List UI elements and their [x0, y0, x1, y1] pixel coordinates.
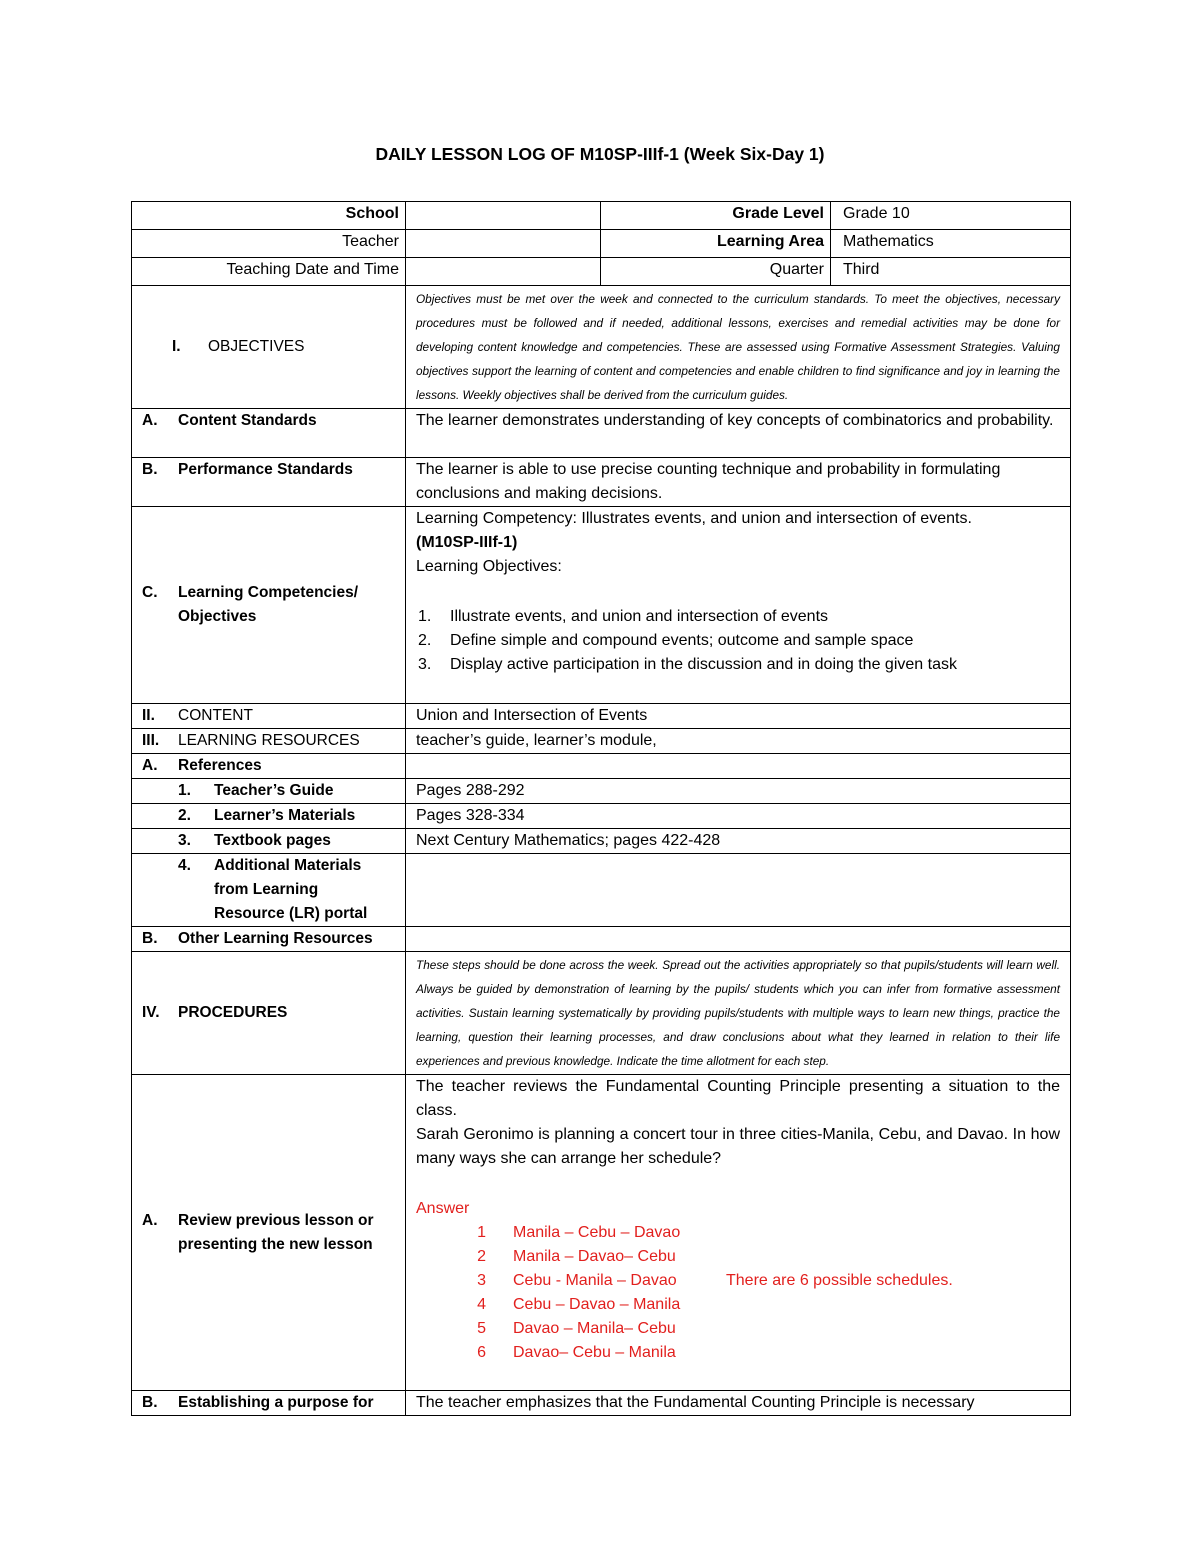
answer-item: 1 Manila – Cebu – Davao — [477, 1224, 681, 1241]
answer-item: 6 Davao– Cebu – Manila — [477, 1344, 676, 1361]
answer-label: Answer — [416, 1200, 470, 1217]
learning-area-value: Mathematics — [831, 230, 1071, 258]
reference-value: Pages 288-292 — [406, 779, 1071, 804]
objectives-heading: Learning Objectives: — [416, 558, 562, 575]
content-standards-label: A. Content Standards — [142, 412, 317, 429]
purpose-text: The teacher emphasizes that the Fundamental Counting Principle is necessary — [406, 1391, 1071, 1416]
header-row-teacher — [132, 230, 1071, 258]
answer-item: 3 Cebu - Manila – Davao There are 6 possible schedules. — [416, 1269, 1060, 1293]
content-text: Union and Intersection of Events — [406, 704, 1071, 729]
competency-code: (M10SP-IIIf-1) — [416, 534, 518, 551]
lesson-log-table — [131, 201, 1071, 1416]
resources-text: teacher’s guide, learner’s module, — [406, 729, 1071, 754]
content-label: II. CONTENT — [142, 707, 253, 724]
quarter-value: Third — [831, 258, 1071, 286]
content-standards-text: The learner demonstrates understanding of key concepts of combinatorics and probability. — [406, 409, 1071, 458]
list-item: 2. Define simple and compound events; outcome and sample space — [418, 632, 914, 649]
header-row-date — [132, 258, 1071, 286]
quarter-label: Quarter — [601, 258, 831, 286]
objectives-row — [132, 286, 1071, 409]
review-content — [406, 1075, 1071, 1391]
date-value — [406, 258, 601, 286]
list-item: 3. Display active participation in the discussion and in doing the given task — [418, 656, 957, 673]
procedures-label: IV. PROCEDURES — [142, 1004, 288, 1021]
reference-value: Pages 328-334 — [406, 804, 1071, 829]
reference-value: Next Century Mathematics; pages 422-428 — [406, 829, 1071, 854]
reference-row: 2. Learner’s Materials Pages 328-334 — [132, 804, 1071, 829]
other-resources-value — [406, 927, 1071, 952]
procedures-note: These steps should be done across the week. Spread out the activities appropriately so that pupils/students will learn well. Always be guided by demonstration of learning by the pupils/ students which you can infer from formative assessment activities. Sustain learning systematically by providing pupils/students with multiple ways to learn new things, practice the learning, question their learning processes, and draw conclusions about what they learned in relation to their life experiences and previous knowledge. Indicate the time allotment for each step. — [406, 952, 1071, 1075]
reference-row: 3. Textbook pages Next Century Mathematics; pages 422-428 — [132, 829, 1071, 854]
objectives-note: Objectives must be met over the week and connected to the curriculum standards. To meet the objectives, necessary procedures must be followed and if needed, additional lessons, exercises and remedial activities may be done for developing content knowledge and competencies. These are assessed using Formative Assessment Strategies. Valuing objectives support the learning of content and competencies and enable children to find significance and joy in learning the lessons. Weekly objectives shall be derived from the curriculum guides. — [406, 286, 1071, 409]
other-resources-row — [132, 927, 1071, 952]
reference-value — [406, 854, 1071, 927]
school-label: School — [132, 202, 406, 230]
purpose-label: B. Establishing a purpose for — [142, 1394, 374, 1411]
reference-row: 1. Teacher’s Guide Pages 288-292 — [132, 779, 1071, 804]
competencies-label: C. Learning Competencies/ Objectives — [142, 584, 359, 625]
teacher-value — [406, 230, 601, 258]
competencies-row — [132, 507, 1071, 704]
review-label: A. Review previous lesson or presenting the new lesson — [142, 1211, 374, 1253]
review-row — [132, 1075, 1071, 1391]
competencies-content — [406, 507, 1071, 704]
references-row — [132, 754, 1071, 779]
content-standards-row — [132, 409, 1071, 458]
references-label: A. References — [142, 757, 262, 774]
performance-standards-row — [132, 458, 1071, 507]
reference-row: 4. Additional Materials from Learning Resource (LR) portal — [132, 854, 1071, 927]
objectives-list — [416, 605, 1060, 677]
page-title: DAILY LESSON LOG OF M10SP-IIIf-1 (Week Six-Day 1) — [375, 144, 825, 164]
answer-item: 4 Cebu – Davao – Manila — [477, 1296, 681, 1313]
teacher-label: Teacher — [132, 230, 406, 258]
competency-text: Learning Competency: Illustrates events, and union and intersection of events. — [416, 510, 972, 527]
answer-item: 2 Manila – Davao– Cebu — [477, 1248, 676, 1265]
school-value — [406, 202, 601, 230]
content-row — [132, 704, 1071, 729]
grade-level-value: Grade 10 — [831, 202, 1071, 230]
answer-note: There are 6 possible schedules. — [726, 1272, 953, 1289]
grade-level-label: Grade Level — [601, 202, 831, 230]
learning-area-label: Learning Area — [601, 230, 831, 258]
other-resources-label: B. Other Learning Resources — [142, 930, 373, 947]
list-item: 1. Illustrate events, and union and intersection of events — [418, 608, 829, 625]
header-row-school — [132, 202, 1071, 230]
objectives-label: I. OBJECTIVES — [172, 338, 305, 355]
resources-row — [132, 729, 1071, 754]
resources-label: III. LEARNING RESOURCES — [142, 732, 360, 749]
review-intro: The teacher reviews the Fundamental Counting Principle presenting a situation to the class. — [416, 1078, 1060, 1119]
purpose-row — [132, 1391, 1071, 1416]
procedures-row — [132, 952, 1071, 1075]
performance-standards-text: The learner is able to use precise counting technique and probability in formulating conclusions and making decisions. — [406, 458, 1071, 507]
answer-item: 5 Davao – Manila– Cebu — [477, 1320, 676, 1337]
date-label: Teaching Date and Time — [132, 258, 406, 286]
performance-standards-label: B. Performance Standards — [142, 461, 353, 478]
review-problem: Sarah Geronimo is planning a concert tour in three cities-Manila, Cebu, and Davao. In how many ways she can arrange her schedule? — [416, 1126, 1060, 1167]
